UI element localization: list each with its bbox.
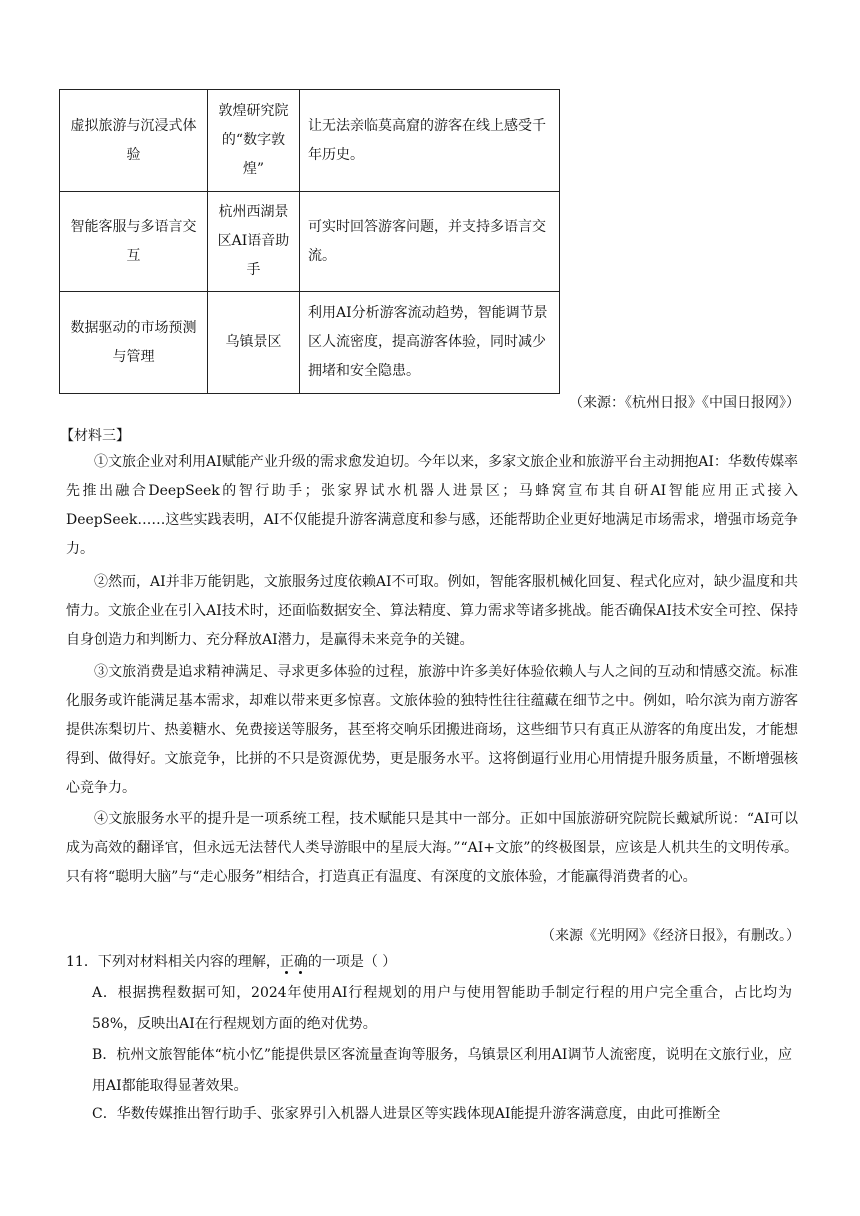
table-cell-effect: 可实时回答游客问题，并支持多语言交流。 bbox=[300, 192, 560, 292]
table-cell-scenario: 虚拟旅游与沉浸式体验 bbox=[60, 90, 208, 192]
question-prefix: 11．下列对材料相关内容的理解， bbox=[66, 954, 280, 970]
table-row bbox=[60, 90, 560, 192]
table-cell-case: 杭州西湖景区AI语音助手 bbox=[208, 192, 300, 292]
paragraph-2: ②然而，AI并非万能钥匙，文旅服务过度依赖AI不可取。例如，智能客服机械化回复、程式化应对，缺少温度和共情力。文旅企业在引入AI技术时，还面临数据安全、算法精度、算力需求等诸多挑战。能否确保AI技术安全可控、保持自身创造力和判断力、充分释放AI潜力，是赢得未来竞争的关键。 bbox=[66, 574, 798, 648]
table-cell-effect: 利用AI分析游客流动趋势，智能调节景区人流密度，提高游客体验，同时减少拥堵和安全隐患。 bbox=[300, 292, 560, 394]
question-11-stem bbox=[66, 949, 396, 975]
table-cell-effect: 让无法亲临莫高窟的游客在线上感受千年历史。 bbox=[300, 90, 560, 192]
option-b: B．杭州文旅智能体“杭小忆”能提供景区客流量查询等服务，乌镇景区利用AI调节人流密度，说明在文旅行业，应用AI都能取得显著效果。 bbox=[92, 1047, 792, 1094]
option-c: C．华数传媒推出智行助手、张家界引入机器人进景区等实践体现AI能提升游客满意度，由此可推断全 bbox=[92, 1106, 721, 1122]
paragraph-3: ③文旅消费是追求精神满足、寻求更多体验的过程，旅游中许多美好体验依赖人与人之间的互动和情感交流。标准化服务或许能满足基本需求，却难以带来更多惊喜。文旅体验的独特性往往蕴藏在细节之中。例如，哈尔滨为南方游客提供冻梨切片、热姜糖水、免费接送等服务，甚至将交响乐团搬进商场，这些细节只有真正从游客的角度出发，才能想得到、做得好。文旅竞争，比拼的不只是资源优势，更是服务水平。这将倒逼行业用心用情提升服务质量，不断增强核心竞争力。 bbox=[66, 664, 798, 796]
table-cell-scenario: 智能客服与多语言交互 bbox=[60, 192, 208, 292]
table-row bbox=[60, 292, 560, 394]
table-row bbox=[60, 192, 560, 292]
option-a: A．根据携程数据可知，2024年使用AI行程规划的用户与使用智能助手制定行程的用户完全重合，占比均为58%，反映出AI在行程规划方面的绝对优势。 bbox=[92, 985, 792, 1032]
ai-tourism-table bbox=[59, 89, 560, 394]
emphasis-char: 确 bbox=[293, 954, 308, 970]
material-source-citation: （来源《光明网》《经济日报》，有删改。） bbox=[541, 928, 800, 944]
table-cell-case: 乌镇景区 bbox=[208, 292, 300, 394]
paragraph-1: ①文旅企业对利用AI赋能产业升级的需求愈发迫切。今年以来，多家文旅企业和旅游平台主动拥抱AI：华数传媒率先推出融合DeepSeek的智行助手；张家界试水机器人进景区；马蜂窝宣布其自研AI智能应用正式接入DeepSeek……这些实践表明，AI不仅能提升游客满意度和参与感，还能帮助企业更好地满足市场需求，增强市场竞争力。 bbox=[66, 454, 798, 557]
table-cell-case: 敦煌研究院的“数字敦煌” bbox=[208, 90, 300, 192]
table-cell-scenario: 数据驱动的市场预测与管理 bbox=[60, 292, 208, 394]
emphasis-char: 正 bbox=[279, 954, 294, 970]
table-source-citation: （来源：《杭州日报》《中国日报网》） bbox=[569, 395, 800, 411]
question-suffix: 的一项是（ ） bbox=[307, 954, 397, 970]
paragraph-4: ④文旅服务水平的提升是一项系统工程，技术赋能只是其中一部分。正如中国旅游研究院院长戴斌所说：“AI可以成为高效的翻译官，但永远无法替代人类导游眼中的星辰大海。”“AI+文旅”的终极图景，应该是人机共生的文明传承。只有将“聪明大脑”与“走心服务”相结合，打造真正有温度、有深度的文旅体验，才能赢得消费者的心。 bbox=[66, 811, 798, 885]
material-three-heading: 【材料三】 bbox=[60, 428, 130, 444]
